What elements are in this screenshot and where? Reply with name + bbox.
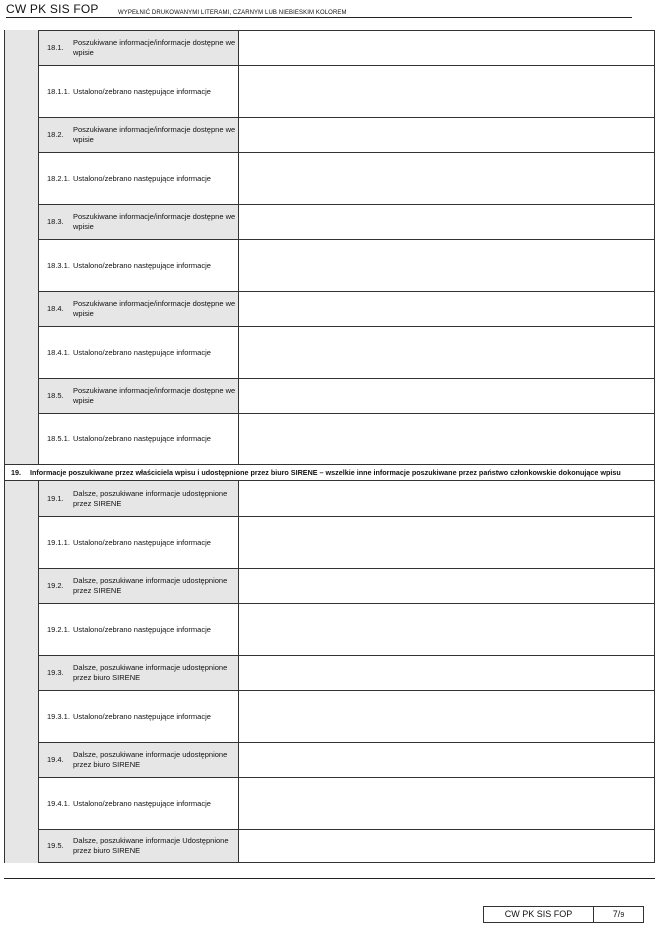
form-row-18-1	[38, 30, 655, 66]
section-title: Informacje poszukiwane przez właściciela wpisu i udostępnione przez biuro SIRENE – wszelkie inne informacje poszukiwane przez państwo członkowskie dokonujące wpisu	[30, 468, 621, 477]
footer-form-code: CW PK SIS FOP	[484, 907, 594, 922]
row-text: Poszukiwane informacje/informacje dostępne we wpisie	[73, 38, 236, 57]
row-label	[39, 604, 239, 655]
row-text: Ustalono/zebrano następujące informacje	[72, 711, 211, 721]
row-text: Poszukiwane informacje/informacje dostępne we wpisie	[73, 386, 236, 405]
row-label	[39, 327, 239, 378]
row-number: 18.3.1.	[47, 260, 70, 270]
row-label	[39, 240, 239, 291]
form-row-19-4	[38, 742, 655, 778]
section-number: 19.	[11, 468, 21, 477]
row-number: 18.3.	[47, 217, 64, 226]
row-number: 18.2.	[47, 130, 64, 139]
row-number: 18.1.1.	[47, 86, 70, 96]
row-text: Dalsze, poszukiwane informacje udostępnione przez SIRENE	[73, 576, 228, 595]
form-row-18-2-1[interactable]	[38, 152, 655, 205]
row-label	[39, 743, 239, 777]
form-row-18-2	[38, 117, 655, 153]
row-label	[39, 153, 239, 204]
row-text: Dalsze, poszukiwane informacje udostępnione przez SIRENE	[73, 488, 228, 508]
row-label	[39, 569, 239, 603]
form-row-19-3	[38, 655, 655, 691]
form-row-18-4	[38, 291, 655, 327]
row-number: 19.2.	[47, 581, 64, 590]
row-label	[39, 481, 239, 516]
row-text: Poszukiwane informacje/informacje dostępne we wpisie	[73, 212, 236, 231]
row-text: Ustalono/zebrano następujące informacje	[72, 86, 211, 96]
row-label	[39, 205, 239, 239]
form-row-18-4-1[interactable]	[38, 326, 655, 379]
row-label	[39, 66, 239, 117]
row-label	[39, 691, 239, 742]
row-text: Ustalono/zebrano następujące informacje	[72, 798, 211, 808]
row-text: Poszukiwane informacje/informacje dostępne we wpisie	[73, 299, 236, 318]
row-text: Dalsze, poszukiwane informacje Udostępnione przez biuro SIRENE	[73, 836, 229, 855]
header-divider	[6, 17, 632, 18]
row-label	[39, 118, 239, 152]
form-row-19-1-1[interactable]	[38, 516, 655, 569]
row-number: 19.3.1.	[47, 711, 70, 721]
row-label	[39, 778, 239, 829]
page-header	[6, 2, 632, 18]
row-number: 19.1.1.	[47, 537, 70, 547]
row-text: Ustalono/zebrano następujące informacje	[72, 260, 211, 270]
form-row-19-4-1[interactable]	[38, 777, 655, 830]
row-text: Poszukiwane informacje/informacje dostępne we wpisie	[73, 125, 236, 144]
row-number: 19.2.1.	[47, 624, 70, 634]
row-number: 18.1.	[47, 43, 64, 52]
row-text: Dalsze, poszukiwane informacje udostępnione przez biuro SIRENE	[73, 750, 228, 769]
section-19-heading	[4, 464, 655, 481]
footer-box	[483, 906, 644, 923]
row-number: 19.1.	[47, 493, 64, 503]
row-label	[39, 31, 239, 65]
row-text: Dalsze, poszukiwane informacje udostępnione przez biuro SIRENE	[73, 663, 228, 682]
row-number: 19.5.	[47, 841, 64, 850]
row-text: Ustalono/zebrano następujące informacje	[72, 173, 211, 183]
form-row-19-3-1[interactable]	[38, 690, 655, 743]
row-label	[39, 830, 239, 862]
row-label	[39, 292, 239, 326]
fill-instruction: WYPEŁNIĆ DRUKOWANYMI LITERAMI, CZARNYM LUB NIEBIESKIM KOLOREM	[118, 10, 347, 16]
row-text: Ustalono/zebrano następujące informacje	[72, 434, 211, 443]
row-number: 19.4.1.	[47, 798, 70, 808]
form-code: CW PK SIS FOP	[6, 2, 99, 16]
page-number: 7/9	[612, 909, 625, 919]
row-text: Ustalono/zebrano następujące informacje	[72, 537, 211, 547]
form-row-18-3-1[interactable]	[38, 239, 655, 292]
row-number: 18.4.	[47, 304, 64, 313]
footer-divider	[4, 878, 655, 879]
form-row-18-5-1[interactable]	[38, 413, 655, 465]
form-row-19-2-1[interactable]	[38, 603, 655, 656]
total-pages: 9	[620, 912, 625, 919]
row-number: 18.4.1.	[47, 347, 70, 357]
form-row-19-1	[38, 480, 655, 517]
form-row-18-1-1[interactable]	[38, 65, 655, 118]
row-text: Ustalono/zebrano następujące informacje	[72, 347, 211, 357]
form-row-18-3	[38, 204, 655, 240]
form-row-18-5	[38, 378, 655, 414]
row-label	[39, 414, 239, 464]
row-number: 18.2.1.	[47, 173, 70, 183]
section-margin-border	[4, 30, 5, 863]
row-number: 19.3.	[47, 668, 64, 677]
form-row-19-5	[38, 829, 655, 863]
row-label	[39, 379, 239, 413]
row-text: Ustalono/zebrano następujące informacje	[72, 624, 211, 634]
row-label	[39, 656, 239, 690]
current-page: 7	[612, 909, 618, 919]
form-row-19-2	[38, 568, 655, 604]
row-number: 18.5.	[47, 391, 64, 400]
section-margin	[4, 30, 39, 863]
row-number: 19.4.	[47, 755, 64, 764]
row-number: 18.5.1.	[47, 434, 70, 443]
row-label	[39, 517, 239, 568]
